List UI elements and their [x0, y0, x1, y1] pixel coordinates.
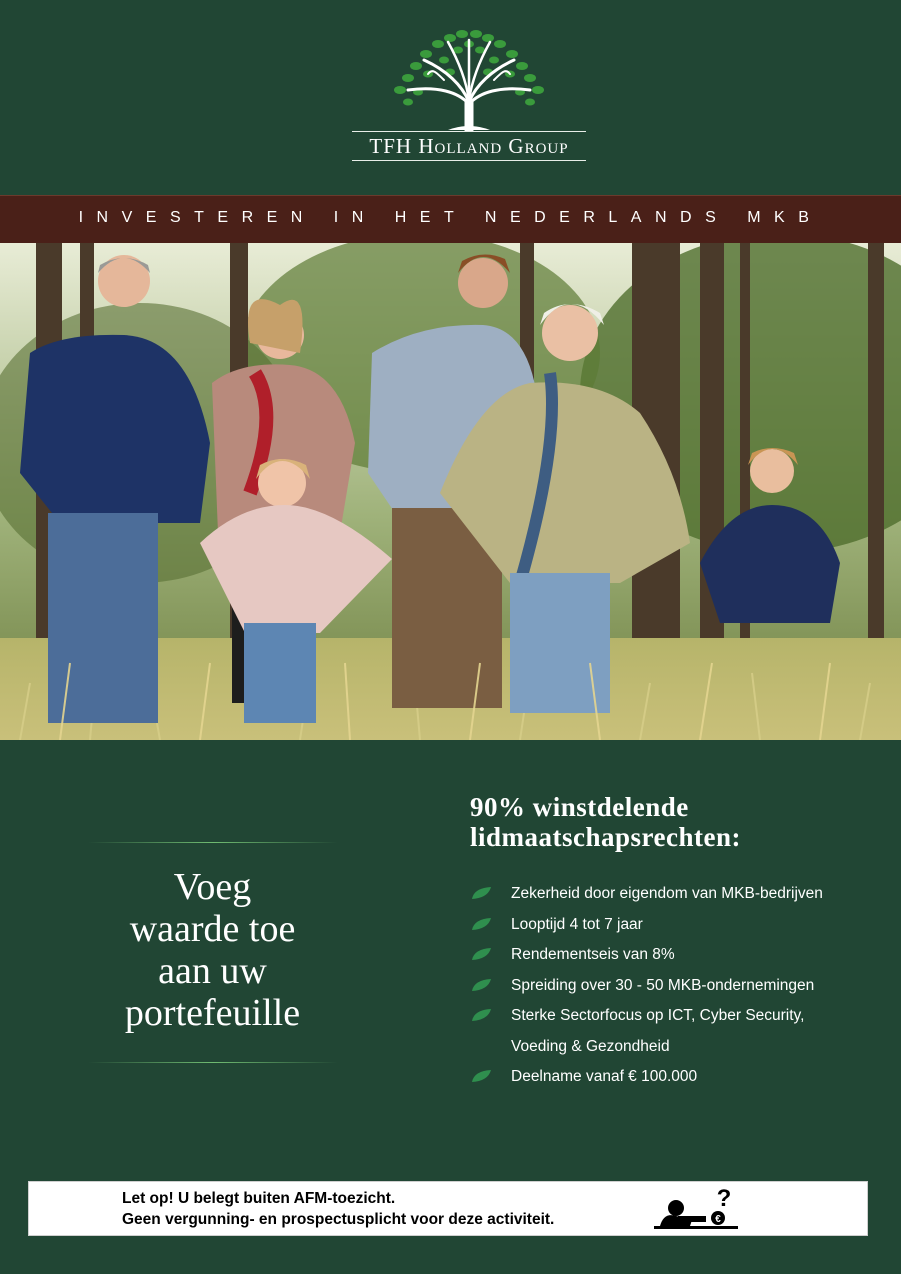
svg-text:?: ?	[716, 1186, 732, 1212]
features-title	[470, 792, 870, 852]
feature-text: Voeding & Gezondheid	[511, 1037, 670, 1055]
slogan-line: Voeg	[173, 866, 252, 908]
feature-item	[470, 971, 890, 1002]
feature-item	[470, 879, 890, 910]
logo-rule-top	[352, 131, 586, 132]
svg-text:€: €	[715, 1214, 721, 1225]
afm-warning-box	[28, 1181, 868, 1236]
feature-text: Spreiding over 30 - 50 MKB-ondernemingen	[511, 976, 815, 994]
leaf-bullet-icon	[470, 947, 492, 961]
feature-text: Looptijd 4 tot 7 jaar	[511, 915, 643, 933]
feature-item	[470, 940, 890, 971]
feature-text: Deelname vanaf € 100.000	[511, 1068, 698, 1085]
logo-rule-bottom	[352, 160, 586, 161]
feature-item	[470, 910, 890, 941]
feature-item	[470, 1062, 890, 1093]
slogan-line: aan uw	[158, 950, 267, 992]
warning-line-1: Let op! U belegt buiten AFM-toezicht.	[122, 1190, 396, 1207]
slogan-line: waarde toe	[129, 908, 296, 950]
slogan-rule-bottom	[88, 1062, 338, 1063]
features-title-line: 90% winstdelende	[470, 792, 689, 822]
slogan-rule-top	[88, 842, 338, 843]
feature-item	[470, 1001, 890, 1062]
feature-text: Zekerheid door eigendom van MKB-bedrijven	[511, 885, 823, 902]
slogan	[80, 866, 345, 1034]
brand-name: TFH Holland Group	[369, 134, 569, 158]
warning-line-2: Geen vergunning- en prospectusplicht voor deze activiteit.	[122, 1211, 555, 1228]
features-list	[470, 879, 890, 1093]
family-photo	[0, 243, 901, 740]
leaf-bullet-icon	[470, 978, 492, 992]
tagline-text: INVESTEREN IN HET NEDERLANDS MKB	[78, 209, 823, 226]
leaf-bullet-icon	[470, 886, 492, 900]
slogan-line: portefeuille	[124, 992, 301, 1034]
tree-logo-icon	[388, 30, 550, 132]
leaf-bullet-icon	[470, 1008, 492, 1022]
header	[0, 0, 901, 195]
features-title-line: lidmaatschapsrechten:	[470, 822, 741, 852]
tagline-banner	[0, 195, 901, 243]
feature-text: Sterke Sectorfocus op ICT, Cyber Security,	[511, 1007, 805, 1024]
leaf-bullet-icon	[470, 917, 492, 931]
feature-text: Rendementseis van 8%	[511, 946, 675, 963]
leaf-bullet-icon	[470, 1069, 492, 1083]
afm-warning-icon	[654, 1186, 738, 1232]
